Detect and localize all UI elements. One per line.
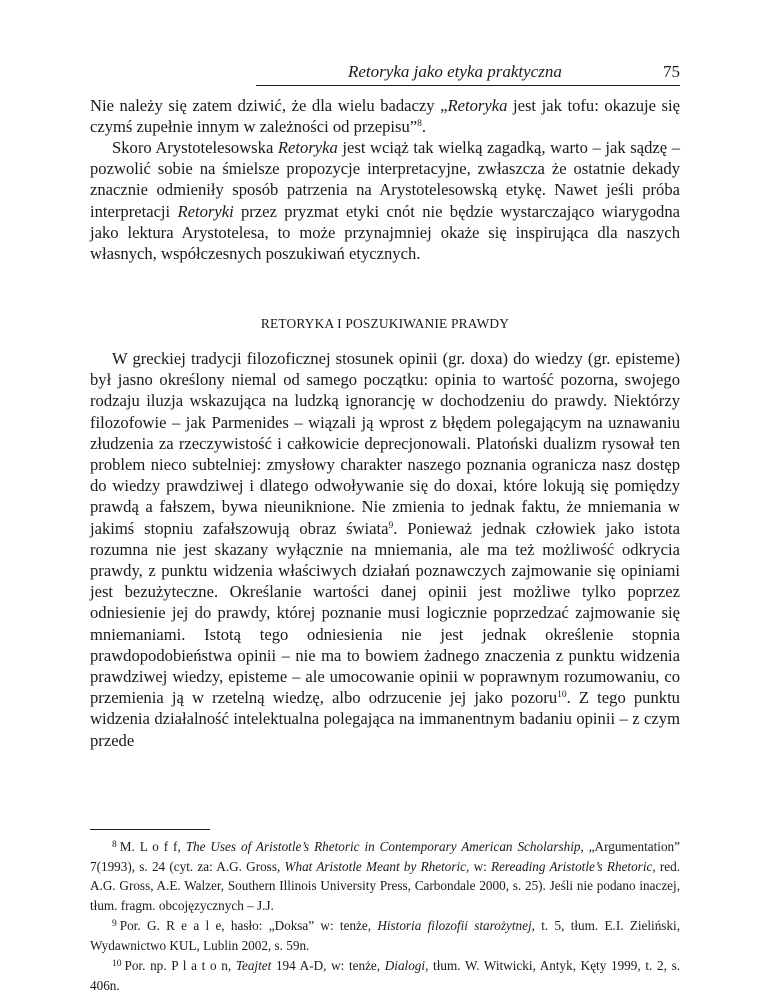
footnote-italic: Teajtet	[235, 958, 272, 973]
footnote-text: , red. A.G. Gross, A.E. Walzer, Southern Illinois University Press, Carbondale 2000, s. 25). Jeśli nie podano inaczej, tłum. fragm. obcojęzycznych – J.J.	[90, 858, 681, 913]
paragraph-2	[90, 137, 680, 264]
footnote-italic: Rereading Aristotle’s Rhetoric	[491, 858, 653, 874]
footnote-number: 8	[112, 840, 117, 850]
footnote-9	[90, 915, 680, 955]
section-heading: RETORYKA I POSZUKIWANIE PRAWDY	[260, 316, 510, 331]
text-run: przez pryzmat etyki cnót nie będzie wystarczająco wiarygodna jako lektura Arystotelesa, to może przynajmniej okaże się inspirująca dla naszych własnych, współczesnych poszukiwań etycznych.	[90, 201, 680, 264]
running-header	[90, 62, 680, 86]
footnote-number: 10	[112, 959, 122, 969]
footnote-text: M. L o f f	[119, 839, 178, 854]
footnote-text: , w:	[466, 858, 491, 874]
footnote-rule	[90, 829, 210, 830]
footnote-ref[interactable]: 8	[417, 119, 422, 130]
footnote-italic: The Uses of Aristotle’s Rhetoric in Contemporary American Scholarship	[185, 839, 581, 854]
footnote-italic: What Aristotle Meant by Rhetoric	[284, 858, 467, 874]
paragraph-1	[90, 95, 680, 137]
footnote-8	[90, 836, 680, 915]
text-run: .	[421, 117, 427, 137]
footnotes	[90, 836, 680, 995]
footnote-text: , tłum. W. Witwicki, Antyk, Kęty 1999, t. 2, s. 406n.	[90, 958, 680, 993]
footnote-number: 9	[112, 919, 117, 929]
italic-title: Retoryka	[447, 96, 508, 115]
footnote-italic: Historia filozofii starożytnej	[377, 918, 532, 933]
footnote-italic: Dialogi	[384, 958, 426, 973]
footnote-ref[interactable]: 9	[388, 520, 394, 531]
text-run: jest wciąż tak wielką zagadką, warto – jak sądzę – pozwolić sobie na śmielsze propozycje interpretacyjne, zwłaszcza że ostatnie dekady znacznie odmieniły sposób patrzenia na Arystotelesowską etykę. Nawet jeśli próba interpretacji	[90, 138, 680, 221]
italic-title: Retoryka	[277, 138, 338, 157]
footnote-text: , „Argumentation” 7(1993), s. 24 (cyt. za: A.G. Gross,	[90, 839, 681, 874]
footnote-ref[interactable]: 10	[557, 690, 567, 701]
paragraph-3	[90, 348, 680, 751]
footnote-10	[90, 955, 680, 995]
text-run: . Ponieważ jednak człowiek jako istota rozumna nie jest skazany wyłącznie na mniemania, ale ma też możliwość odkrycia prawdy, z punktu widzenia właściwych działań poznawczych zajmowanie się opiniami jest bezużyteczne. Określanie wartości danej opinii jest możliwe tylko poprzez odniesienie jej do prawdy, której poznanie musi logicznie poprzedzać zajmowanie się mniemaniami. Istotą tego odniesienia nie jest jednak określenie stopnia prawdopodobieństwa opinii – nie ma to bowiem żadnego znaczenia z punktu widzenia prawdziwej wiedzy, episteme – ale umocowanie opinii w poprawnym rozumowaniu, co przemienia ją w rzetelną wiedzę, albo odrzucenie jej jako pozoru	[90, 518, 681, 708]
text-run: Nie należy się zatem dziwić, że dla wielu badaczy „	[90, 96, 448, 115]
text-run: jest jak tofu: okazuje się czymś zupełnie innym w zależności od przepisu”	[90, 96, 680, 137]
footnote-text: , t. 5, tłum. E.I. Zieliński, Wydawnictwo KUL, Lublin 2002, s. 59n.	[90, 918, 680, 953]
footnote-text: Por. np. P l a t o n,	[124, 958, 236, 973]
text-run: W greckiej tradycji filozoficznej stosunek opinii (gr. doxa) do wiedzy (gr. episteme) był jasno określony niemal od samego początku: opinia to wartość pozorna, swojego rodzaju iluzja wskazująca na ludzką ignorancję w dochodzeniu do prawdy. Niektórzy filozofowie – jak Parmenides – wiązali ją wprost z błędem polegającym na uznawaniu złudzenia za rzeczywistość i całkowicie deprecjonowali. Platoński dualizm rysował ten problem nieco subtelniej: zmysłowy charakter naszego poznania ogranicza nasz dostęp do wiedzy prawdziwej i dlatego odwoływanie się do doxai, które lokują się pomiędzy prawdą a fałszem, bywa nieuniknione. Nie zmienia to jednak faktu, że mniemania w jakimś stopniu zafałszowują obraz świata	[90, 349, 680, 538]
page-number: 75	[663, 62, 680, 81]
text-run: . Z tego punktu widzenia działalność intelektualna polegająca na immanentnym badaniu opinii – z czym przede	[90, 688, 680, 750]
italic-title: Retoryki	[177, 201, 234, 221]
text-run: Skoro Arystotelesowska	[112, 138, 278, 157]
header-rule	[256, 85, 680, 86]
footnote-text: Por. G. R e a l e, hasło: „Doksa” w: tenże,	[119, 918, 378, 933]
running-title: Retoryka jako etyka praktyczna	[348, 62, 562, 81]
footnote-text: ,	[177, 839, 186, 854]
footnote-text: 194 A-D, w: tenże,	[271, 958, 385, 973]
